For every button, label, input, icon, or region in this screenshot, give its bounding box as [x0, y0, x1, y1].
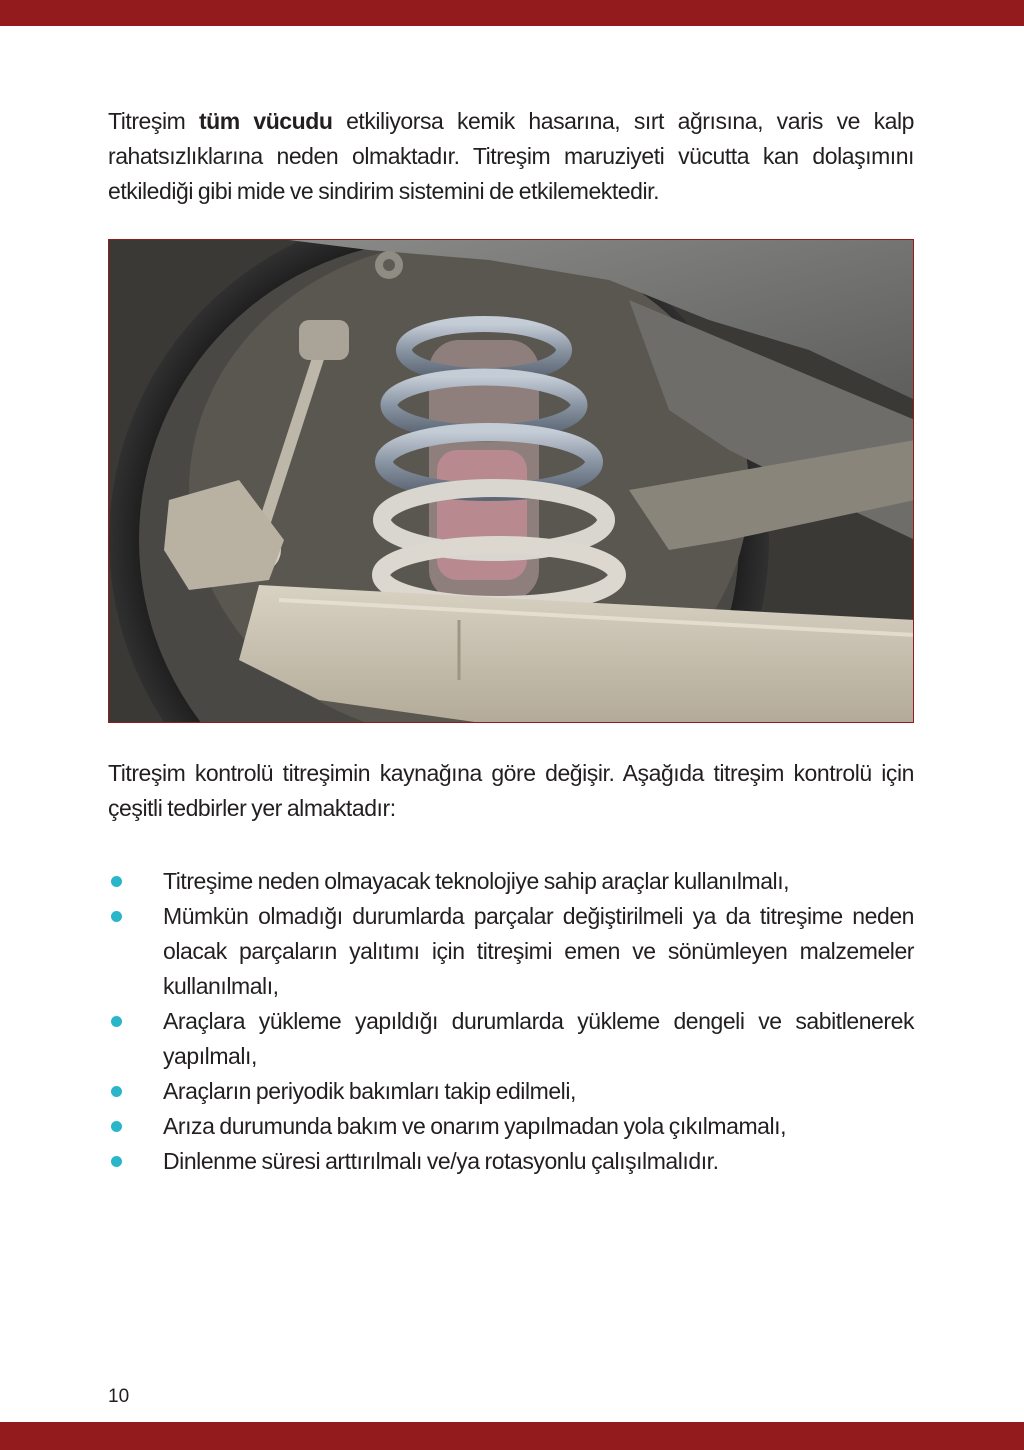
bullet-dot-icon: [111, 1016, 122, 1027]
list-item-text: Arıza durumunda bakım ve onarım yapılmadan yola çıkılmamalı,: [163, 1113, 787, 1139]
bullet-dot-icon: [111, 1121, 122, 1132]
list-item-text: Araçların periyodik bakımları takip edilmeli,: [163, 1078, 576, 1104]
intro-bold-term: tüm vücudu: [198, 108, 333, 134]
suspension-illustration: [109, 240, 914, 723]
bullet-dot-icon: [111, 1086, 122, 1097]
list-item-text: Titreşime neden olmayacak teknolojiye sahip araçlar kullanılmalı,: [163, 868, 790, 894]
bullet-dot-icon: [111, 1156, 122, 1167]
intro-paragraph: [108, 104, 914, 209]
list-item: [108, 1004, 914, 1074]
measures-list: [108, 864, 914, 1179]
top-accent-bar: [0, 0, 1024, 26]
bottom-accent-bar: [0, 1422, 1024, 1450]
list-item: [108, 1109, 914, 1144]
list-item: [108, 1144, 914, 1179]
intro-text-start: Titreşim: [108, 108, 199, 134]
intro-text-end: etkiliyorsa kemik hasarına, sırt ağrısına, varis ve kalp rahatsızlıklarına neden olmaktadır. Titreşim maruziyeti vücutta kan dolaşımını etkilediği gibi mide ve sindirim sistemini de etkilemektedir.: [108, 108, 914, 204]
bullet-dot-icon: [111, 876, 122, 887]
list-item-text: Dinlenme süresi arttırılmalı ve/ya rotasyonlu çalışılmalıdır.: [163, 1148, 719, 1174]
list-item-text: Mümkün olmadığı durumlarda parçalar değiştirilmeli ya da titreşime neden olacak parçaların yalıtımı için titreşimi emen ve sönümleyen malzemeler kullanılmalı,: [163, 903, 914, 999]
page-number: 10: [108, 1386, 130, 1407]
suspension-photo: [108, 239, 914, 723]
bullet-dot-icon: [111, 911, 122, 922]
list-item-text: Araçlara yükleme yapıldığı durumlarda yükleme dengeli ve sabitlenerek yapılmalı,: [163, 1008, 914, 1069]
control-paragraph: Titreşim kontrolü titreşimin kaynağına göre değişir. Aşağıda titreşim kontrolü için çeşitli tedbirler yer almaktadır:: [108, 760, 914, 821]
list-item: [108, 864, 914, 899]
list-item: [108, 1074, 914, 1109]
list-item: [108, 899, 914, 1004]
